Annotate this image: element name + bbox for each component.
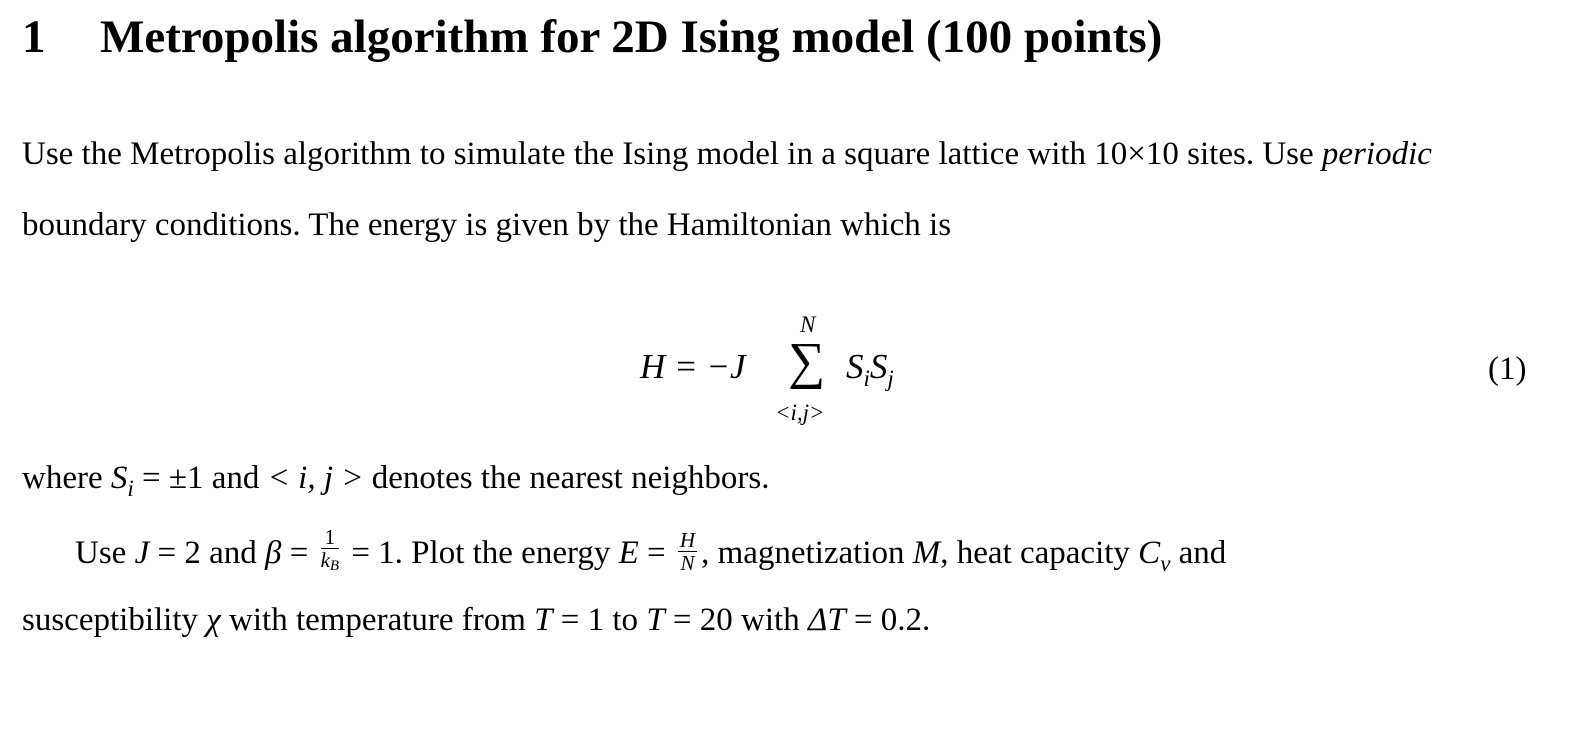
text-run: sites. Use	[1178, 136, 1322, 172]
subscript-B: B	[329, 558, 340, 574]
text-run: = 2 and	[149, 535, 265, 572]
index-i: i	[863, 366, 870, 391]
paragraph-1-line-1	[22, 136, 1432, 173]
text-run: = 1 to	[552, 602, 647, 638]
symbol-J: J	[134, 535, 150, 572]
text-run: = 20 with	[664, 602, 808, 638]
text-run: Use the Metropolis algorithm to simulate the Ising model in a square lattice with	[22, 136, 1095, 172]
text-run: , heat capacity	[940, 535, 1139, 572]
subscript-v: v	[1160, 551, 1171, 577]
text-run: with temperature from	[220, 602, 535, 638]
equation-lhs: H = −J	[640, 347, 746, 386]
text-run: =	[638, 535, 674, 572]
index-i: i	[127, 476, 134, 501]
spin-symbol: S	[110, 460, 128, 496]
symbol-E: E	[618, 535, 639, 572]
sum-upper-limit: N	[800, 312, 816, 337]
text-run: = 0.2.	[845, 602, 931, 638]
paragraph-3-line-2	[22, 602, 930, 639]
equation-number: (1)	[1488, 351, 1527, 387]
symbol-T: T	[646, 602, 665, 638]
section-number: 1	[22, 11, 46, 63]
neighbor-pair: < i, j >	[267, 460, 364, 496]
emphasis-periodic: periodic	[1321, 136, 1432, 172]
text-run: susceptibility	[22, 602, 207, 638]
text-run: =	[281, 535, 317, 572]
symbol-delta-T: ΔT	[807, 602, 846, 638]
index-j: j	[887, 366, 894, 391]
fraction-denominator: N	[680, 551, 695, 575]
text-run: = 1. Plot the energy	[343, 535, 619, 572]
spin-symbol: S	[869, 347, 888, 386]
section-title: Metropolis algorithm for 2D Ising model (100 points)	[100, 11, 1163, 63]
symbol-M: M	[912, 535, 941, 572]
symbol-C: C	[1138, 535, 1161, 572]
fraction-h-over-n	[678, 530, 697, 573]
fraction-numerator: 1	[321, 527, 340, 549]
section-heading	[22, 10, 1162, 64]
fraction-denominator	[321, 549, 340, 576]
paragraph-2	[22, 460, 769, 502]
fraction-numerator: H	[679, 528, 696, 552]
fraction-one-over-kb	[321, 527, 340, 576]
paragraph-1-line-2: boundary conditions. The energy is given by the Hamiltonian which is	[22, 207, 952, 243]
text-run: and	[1170, 535, 1227, 572]
symbol-k: k	[320, 548, 330, 572]
spin-symbol: S	[846, 347, 864, 386]
summation-sign: ∑	[788, 333, 826, 390]
symbol-beta: β	[265, 535, 282, 572]
lattice-size: 10×10	[1094, 136, 1179, 172]
equation-term	[846, 347, 894, 392]
sum-lower-limit: <i,j>	[775, 400, 825, 425]
text-run: , magnetization	[701, 535, 913, 572]
text-run: denotes the nearest neighbors.	[363, 460, 770, 496]
paragraph-3-line-1	[75, 525, 1227, 580]
text-run: where	[22, 460, 111, 496]
text-run: = ±1 and	[133, 460, 268, 496]
symbol-T: T	[534, 602, 553, 638]
text-run: Use	[75, 535, 135, 572]
symbol-chi: χ	[206, 602, 221, 638]
